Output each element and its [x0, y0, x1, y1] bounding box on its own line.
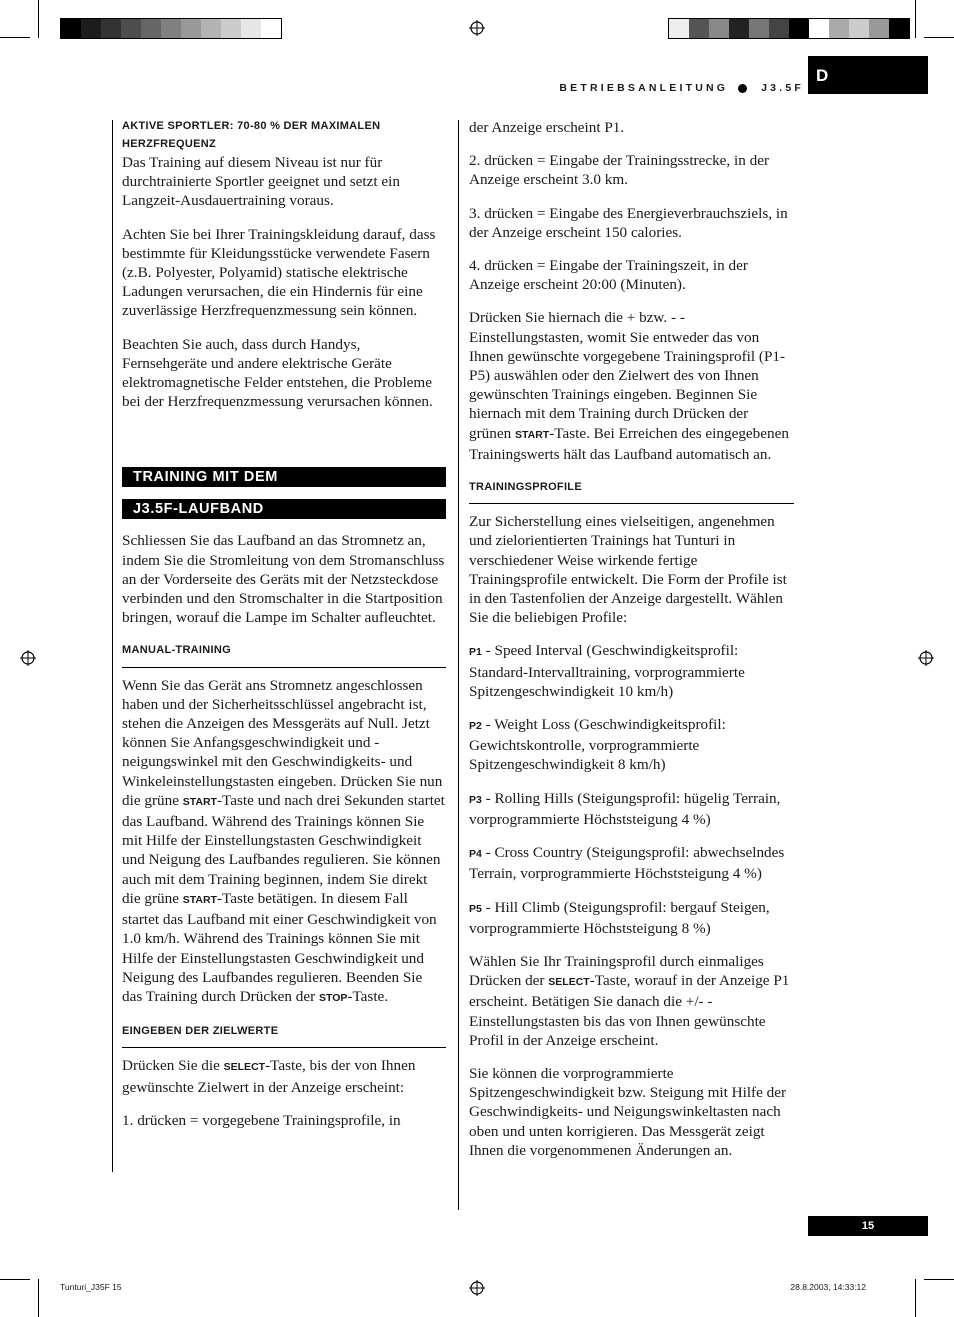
registration-mark-icon — [918, 650, 934, 666]
paragraph: der Anzeige erscheint P1. — [469, 119, 625, 136]
color-bar-right — [668, 18, 910, 39]
footer-file-name: Tunturi_J35F 15 — [60, 1282, 122, 1292]
running-title: BETRIEBSANLEITUNG — [559, 82, 729, 94]
crop-mark — [915, 0, 916, 38]
select-key: SELECT — [548, 976, 590, 989]
profile-item: P5 - Hill Climb (Steigungsprofil: bergauf Steigen, vorprogrammierte Höchststeigung 8 %) — [469, 898, 770, 937]
paragraph: 1. drücken = vorgegebene Trainingsprofile, in — [122, 1111, 401, 1129]
column-rule-middle — [458, 120, 459, 1210]
footer-timestamp: 28.8.2003, 14:33:12 — [790, 1282, 866, 1292]
heading-training-profiles: TRAININGSPROFILE — [469, 478, 794, 504]
paragraph: Beachten Sie auch, dass durch Handys, Fernsehgeräte und andere elektrische Geräte elektromagnetische Felder entstehen, die Probleme bei der Herzfrequenzmessung verursachen können. — [122, 335, 433, 411]
profile-item: P2 - Weight Loss (Geschwindigkeitsprofil: Gewichtskontrolle, vorprogrammierte Spitzengeschwindigkeit 8 km/h) — [469, 716, 726, 774]
section-title-line1: TRAINING MIT DEM — [122, 467, 446, 487]
registration-mark-icon — [469, 1280, 485, 1296]
profile-item: P4 - Cross Country (Steigungsprofil: abwechselndes Terrain, vorprogrammierte Höchststeigung 4 %) — [469, 844, 785, 883]
crop-mark — [0, 37, 30, 38]
right-column — [469, 118, 794, 1174]
profile-item: P3 - Rolling Hills (Steigungsprofil: hügelig Terrain, vorprogrammierte Höchststeigung 4 %) — [469, 789, 781, 828]
paragraph: Achten Sie bei Ihrer Trainingskleidung darauf, dass bestimmte für Kleidungsstücke verwendete Fasern (z.B. Polyester, Polyamid) statische elektrische Ladungen verursachen, die ein Hindernis für eine zuverlässige Herzfrequenzmessung sein können. — [122, 225, 436, 320]
paragraph: Sie können die vorprogrammierte Spitzengeschwindigkeit bzw. Steigung mit Hilfe der Geschwindigkeits- und Neigungswinkeltasten nach oben und unten korrigieren. Das Messgerät zeigt Ihnen die vorgenommenen Änderungen an. — [469, 1064, 787, 1159]
crop-mark — [38, 1279, 39, 1317]
column-rule-left — [112, 120, 113, 1172]
start-key: START — [182, 893, 217, 906]
select-key: SELECT — [223, 1061, 266, 1074]
language-tab: D — [808, 56, 928, 94]
crop-mark — [924, 37, 954, 38]
profile-key: P4 — [469, 848, 482, 861]
profile-item: P1 - Speed Interval (Geschwindigkeitsprofil: Standard-Intervalltraining, vorprogrammierte Spitzengeschwindigkeit 10 km/h) — [469, 642, 745, 700]
registration-mark-icon — [469, 20, 485, 36]
crop-mark — [38, 0, 39, 38]
profile-key: P2 — [469, 720, 482, 733]
paragraph: 3. drücken = Eingabe des Energieverbrauchsziels, in der Anzeige erscheint 150 calories. — [469, 204, 788, 241]
section-title-line2: J3.5F-LAUFBAND — [122, 499, 446, 519]
profile-key: P3 — [469, 793, 482, 806]
crop-mark — [915, 1279, 916, 1317]
paragraph: Wählen Sie Ihr Trainingsprofil durch einmaliges Drücken der SELECT-Taste, worauf in der Anzeige P1 erscheint. Betätigen Sie danach die +/- -Einstellungstasten bis das von Ihnen gewünschte Profil in der Anzeige erscheint. — [469, 952, 790, 1049]
model-name: J3.5F — [761, 82, 804, 94]
running-header — [559, 82, 804, 94]
profile-key: P1 — [469, 646, 482, 659]
start-key: START — [182, 795, 217, 808]
page-number: 15 — [808, 1216, 928, 1236]
registration-mark-icon — [20, 650, 36, 666]
left-column — [122, 118, 446, 1144]
paragraph: Drücken Sie die SELECT-Taste, bis der von Ihnen gewünschte Zielwert in der Anzeige erscheint: — [122, 1057, 416, 1096]
heading-active-athletes: AKTIVE SPORTLER: 70-80 % DER MAXIMALEN HERZFREQUENZ — [122, 120, 381, 150]
paragraph: 2. drücken = Eingabe der Trainingsstrecke, in der Anzeige erscheint 3.0 km. — [469, 152, 770, 189]
paragraph: Schliessen Sie das Laufband an das Stromnetz an, indem Sie die Stromleitung von dem Stromanschluss an der Vorderseite des Geräts mit der Netzsteckdose verbinden und den Stromschalter in die Startposition bringen, worauf die Lampe im Schalter aufleuchtet. — [122, 532, 445, 627]
bullet-icon — [738, 84, 747, 93]
stop-key: STOP — [318, 991, 348, 1004]
paragraph: 4. drücken = Eingabe der Trainingszeit, in der Anzeige erscheint 20:00 (Minuten). — [469, 257, 748, 294]
paragraph: Drücken Sie hiernach die + bzw. - - Einstellungstasten, womit Sie entweder das von Ihnen gewünschte vorgegebene Trainingsprofil (P1-P5) auswählen oder den Zielwert des von Ihnen gewünschten Trainings eingeben. Beginnen Sie hiernach mit dem Training durch Drücken der grünen START-Taste. Bei Erreichen des eingegebenen Trainingswerts hält das Laufband automatisch an. — [469, 309, 789, 463]
heading-manual-training: MANUAL-TRAINING — [122, 641, 446, 667]
paragraph: Das Training auf diesem Niveau ist nur für durchtrainierte Sportler geeignet und setzt ein Langzeit-Ausdauertraining voraus. — [122, 154, 400, 210]
heading-target-values: EINGEBEN DER ZIELWERTE — [122, 1022, 446, 1048]
start-key: START — [514, 428, 550, 441]
crop-mark — [924, 1279, 954, 1280]
profile-key: P5 — [469, 902, 482, 915]
color-bar-left — [60, 18, 282, 39]
paragraph-manual: Wenn Sie das Gerät ans Stromnetz angeschlossen haben und der Sicherheitsschlüssel angebracht ist, stehen die Anzeigen des Messgeräts auf Null. Jetzt können Sie Anfangsgeschwindigkeit und -neigungswinkel mit den Geschwindigkeits- und Winkeleinstellungstasten eingeben. Drücken Sie nun die grüne START-Taste und nach drei Sekunden startet das Laufband. Während des Trainings können Sie mit Hilfe der Einstellungstasten Geschwindigkeit und Neigung des Laufbandes regulieren. Sie können auch mit dem Training beginnen, indem Sie direkt die grüne START-Taste betätigen. In diesem Fall startet das Laufband mit einer Geschwindigkeit von 1.0 km/h. Während des Trainings können Sie mit Hilfe der Einstellungstasten Geschwindigkeit und Neigung des Laufbandes regulieren. Beenden Sie das Training durch Drücken der STOP-Taste. — [122, 676, 445, 1005]
crop-mark — [0, 1279, 30, 1280]
paragraph: Zur Sicherstellung eines vielseitigen, angenehmen und zielorientierten Trainings hat Tunturi in verschiedener Weise wirkende fertige Trainingsprofile entwickelt. Die Form der Profile ist in den Tastenfolien der Anzeige dargestellt. Wählen Sie die beliebigen Profile: — [469, 513, 787, 627]
